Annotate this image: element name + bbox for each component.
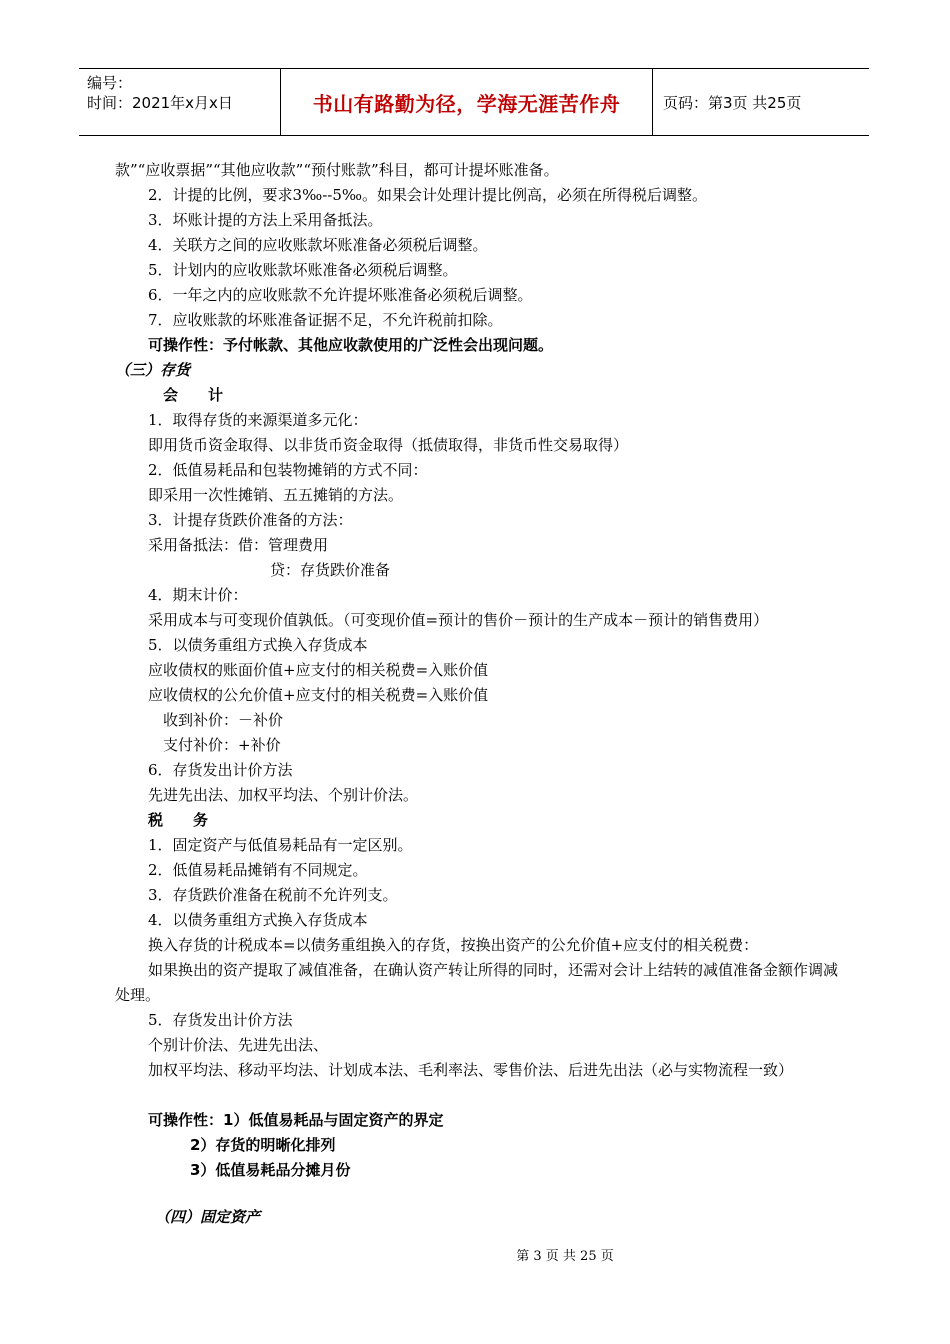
list-item: 4．关联方之间的应收账款坏账准备必须税后调整。 <box>148 236 488 254</box>
paragraph-line: 支付补价：+补价 <box>163 736 281 754</box>
list-item: 5．以债务重组方式换入存货成本 <box>148 636 368 654</box>
list-item: 6．存货发出计价方法 <box>148 761 293 779</box>
header-page-info: 页码：第3页 共25页 <box>663 93 802 112</box>
paragraph-line: 款”“应收票据”“其他应收款”“预付账款”科目，都可计提坏账准备。 <box>115 161 559 179</box>
list-item: 5．计划内的应收账款坏账准备必须税后调整。 <box>148 261 458 279</box>
header-number: 编号： <box>87 74 133 92</box>
list-item: 2．低值易耗品和包装物摊销的方式不同： <box>148 461 428 479</box>
paragraph-line: 采用备抵法：借：管理费用 <box>148 536 329 554</box>
list-item: 6．一年之内的应收账款不允许提坏账准备必须税后调整。 <box>148 286 533 304</box>
section-heading-inventory: （三）存货 <box>115 361 191 379</box>
list-item: 2．低值易耗品摊销有不同规定。 <box>148 861 368 879</box>
list-item: 1．固定资产与低值易耗品有一定区别。 <box>148 836 413 854</box>
list-item: 1．取得存货的来源渠道多元化： <box>148 411 368 429</box>
paragraph-line: 换入存货的计税成本=以债务重组换入的存货，按换出资产的公允价值+应支付的相关税费： <box>148 936 759 954</box>
paragraph-line: 采用成本与可变现价值孰低。（可变现价值=预计的售价－预计的生产成本－预计的销售费用） <box>148 611 769 629</box>
list-item: 3．存货跌价准备在税前不允许列支。 <box>148 886 398 904</box>
paragraph-line: 收到补价：－补价 <box>163 711 284 729</box>
list-item: 5．存货发出计价方法 <box>148 1011 293 1029</box>
list-item: 2．计提的比例，要求3‰--5‰。如果会计处理计提比例高，必须在所得税后调整。 <box>148 186 708 204</box>
paragraph-line: 加权平均法、移动平均法、计划成本法、毛利率法、零售价法、后进先出法（必与实物流程一致） <box>148 1061 794 1079</box>
list-item: 7．应收账款的坏账准备证据不足，不允许税前扣除。 <box>148 311 503 329</box>
paragraph-line: 应收债权的公允价值+应支付的相关税费=入账价值 <box>148 686 489 704</box>
subheading-accounting: 会 计 <box>163 386 224 404</box>
list-item: 3．坏账计提的方法上采用备抵法。 <box>148 211 383 229</box>
operability-note: 2）存货的明晰化排列 <box>190 1136 336 1154</box>
header-meta <box>79 69 281 135</box>
spacer <box>115 1183 845 1205</box>
page-header <box>79 68 869 136</box>
paragraph-line: 应收债权的账面价值+应支付的相关税费=入账价值 <box>148 661 489 679</box>
operability-note: 可操作性：1）低值易耗品与固定资产的界定 <box>148 1111 444 1129</box>
operability-note: 3）低值易耗品分摊月份 <box>190 1161 351 1179</box>
header-date: 时间：2021年x月x日 <box>87 94 233 112</box>
list-item: 3．计提存货跌价准备的方法： <box>148 511 353 529</box>
page-footer <box>0 1245 950 1264</box>
paragraph-line: 贷：存货跌价准备 <box>270 561 391 579</box>
paragraph-line: 个别计价法、先进先出法、 <box>148 1036 329 1054</box>
list-item: 4．以债务重组方式换入存货成本 <box>148 911 368 929</box>
subheading-tax: 税 务 <box>148 811 209 829</box>
paragraph-line: 即采用一次性摊销、五五摊销的方法。 <box>148 486 404 504</box>
operability-note: 可操作性：予付帐款、其他应收款使用的广泛性会出现问题。 <box>148 336 554 354</box>
footer-page-number: 第 3 页 共 25 页 <box>516 1249 614 1264</box>
document-body <box>115 158 845 1230</box>
paragraph-line: 如果换出的资产提取了减值准备，在确认资产转让所得的同时，还需对会计上结转的减值准备金额作调减处理。 <box>115 961 839 1004</box>
paragraph-line: 先进先出法、加权平均法、个别计价法。 <box>148 786 419 804</box>
paragraph-line: 即用货币资金取得、以非货币资金取得（抵债取得，非货币性交易取得） <box>148 436 629 454</box>
list-item: 4．期末计价： <box>148 586 248 604</box>
header-motto: 书山有路勤为径，学海无涯苦作舟 <box>281 69 653 135</box>
section-heading-fixed-assets: （四）固定资产 <box>155 1208 261 1226</box>
